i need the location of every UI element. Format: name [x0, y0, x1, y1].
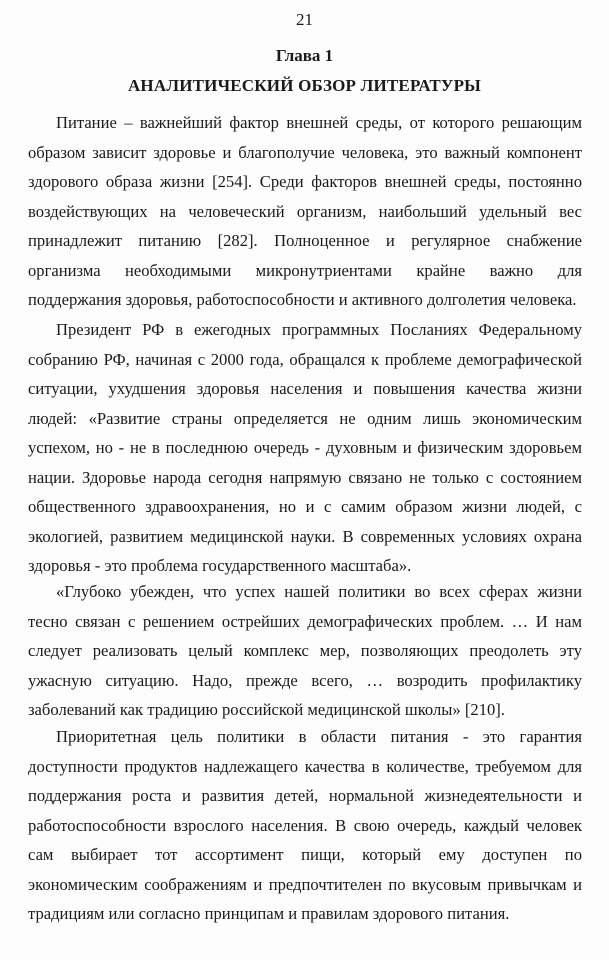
paragraph-line: экологией, развитием медицинской науки. В современных условиях охрана [28, 526, 582, 546]
paragraph-4 [28, 722, 582, 929]
paragraph-1 [28, 108, 582, 315]
paragraph-line: Питание – важнейший фактор внешней среды, от которого решающим [56, 113, 582, 132]
paragraph-line: ситуации, ухудшения здоровья населения и повышения качества жизни [28, 379, 582, 398]
paragraph-line: Президент РФ в ежегодных программных Посланиях Федеральному [56, 320, 582, 339]
paragraph-line: здоровья - это проблема государственного масштаба». [28, 556, 412, 575]
paragraph-line: собранию РФ, начиная с 2000 года, обращался к проблеме демографической [28, 349, 582, 369]
paragraph-line: сам выбирает тот ассортимент пищи, который ему доступен по [28, 845, 582, 864]
paragraph-line: образом зависит здоровье и благополучие человека, это важный компонент [28, 142, 582, 162]
paragraph-line: нации. Здоровье народа сегодня напрямую связано не только с состоянием [28, 467, 582, 487]
paragraph-line: поддержания роста и развития детей, нормальной жизнедеятельности и [28, 786, 582, 805]
paragraph-3 [28, 577, 582, 725]
paragraph-line: организма необходимыми микронутриентами крайне важно для [28, 260, 582, 280]
paragraph-line: поддержания здоровья, работоспособности и активного долголетия человека. [28, 290, 577, 309]
paragraph-line: воздействующих на человеческий организм, наибольший удельный вес [28, 201, 582, 221]
paragraph-line: здорового образа жизни [254]. Среди факторов внешней среды, постоянно [28, 172, 582, 191]
paragraph-line: ужасную ситуацию. Надо, прежде всего, … возродить профилактику [28, 670, 582, 690]
page-number: 21 [296, 10, 313, 29]
paragraph-line: работоспособности взрослого населения. В свою очередь, каждый человек [28, 815, 582, 835]
paragraph-line: Приоритетная цель политики в области питания - это гарантия [56, 727, 582, 746]
paragraph-line: заболеваний как традицию российской медицинской школы» [210]. [28, 700, 505, 719]
paragraph-line: следует реализовать целый комплекс мер, позволяющих преодолеть эту [28, 641, 582, 660]
paragraph-line: общественного здравоохранения, но и с самим образом жизни людей, с [28, 497, 582, 516]
chapter-title: АНАЛИТИЧЕСКИЙ ОБЗОР ЛИТЕРАТУРЫ [127, 76, 482, 95]
paragraph-line: традициям или согласно принципам и правилам здорового питания. [28, 904, 510, 923]
paragraph-2 [28, 315, 582, 581]
paragraph-line: доступности продуктов надлежащего качества в количестве, требуемом для [28, 756, 582, 776]
paragraph-line: принадлежит питанию [282]. Полноценное и регулярное снабжение [28, 231, 582, 250]
paragraph-line: людей: «Развитие страны определяется не одним лишь экономическим [28, 408, 582, 428]
paragraph-line: тесно связан с решением острейших демографических проблем. … И нам [28, 611, 582, 631]
paragraph-line: успехом, но - не в последнюю очередь - духовным и физическим здоровьем [28, 438, 582, 457]
paragraph-line: «Глубоко убежден, что успех нашей политики во всех сферах жизни [56, 582, 582, 601]
paragraph-line: экономическим соображениям и предпочтителен по вкусовым привычкам и [28, 874, 582, 894]
chapter-heading: Глава 1 [275, 46, 334, 65]
